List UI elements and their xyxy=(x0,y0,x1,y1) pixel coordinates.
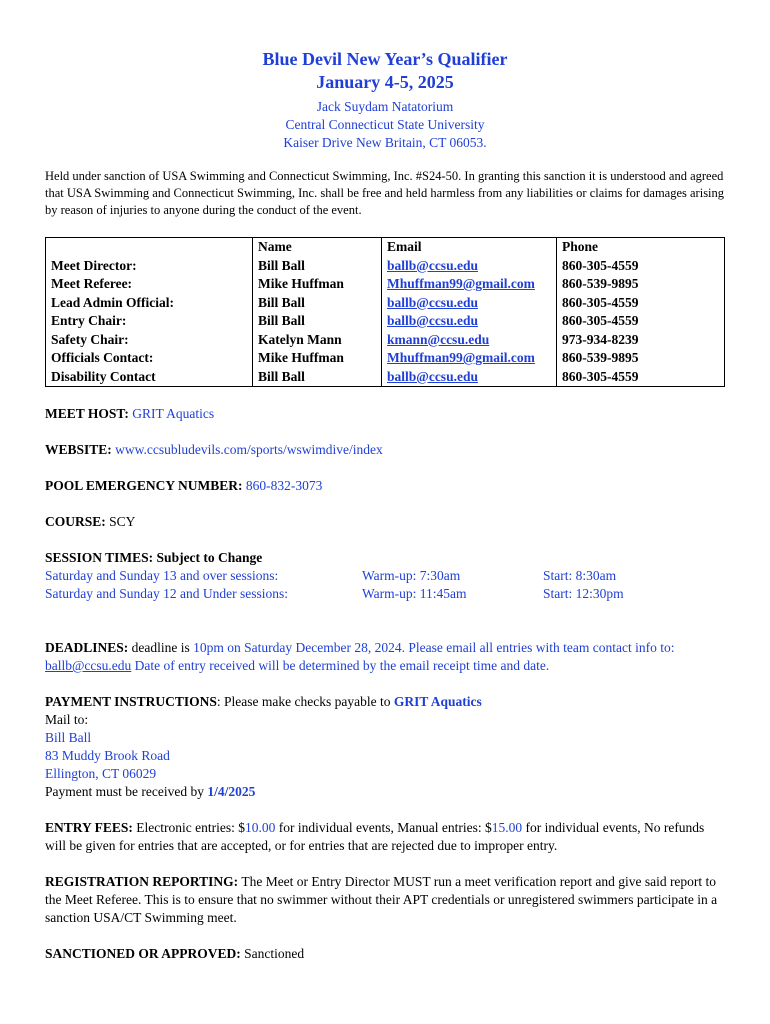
sanctioned-or-approved xyxy=(45,945,725,963)
payment-payee: GRIT Aquatics xyxy=(393,694,482,709)
electronic-fee: 10.00 xyxy=(245,820,276,835)
session-warmup: Warm-up: 7:30am xyxy=(362,568,461,583)
entry-fees: ENTRY FEES: Electronic entries: $10.00 for individual events, Manual entries: $15.00 for individual events, No refunds will be given for entries that are accepted, or for entries that are rejected due to improper entry. xyxy=(45,820,705,853)
session-start: Start: 12:30pm xyxy=(543,586,624,601)
email-link[interactable]: ballb@ccsu.edu xyxy=(387,313,478,328)
email-link[interactable]: kmann@ccsu.edu xyxy=(387,331,490,347)
meet-host-label: MEET HOST: xyxy=(45,406,129,421)
meet-title-name: Blue Devil New Year’s Qualifier xyxy=(262,49,508,69)
session-row xyxy=(45,567,725,585)
payment-label: PAYMENT INSTRUCTIONS xyxy=(45,694,217,709)
contacts-name-column: Name Bill Ball Mike Huffman Bill Ball Bill Ball Katelyn Mann Mike Huffman Bill Ball xyxy=(253,238,382,387)
venue-block xyxy=(45,98,725,152)
course-label: COURSE: xyxy=(45,514,106,529)
venue-address: Kaiser Drive New Britain, CT 06053. xyxy=(283,135,487,150)
mail-address-name: Bill Ball xyxy=(45,730,92,745)
meet-host-value: GRIT Aquatics xyxy=(132,406,215,421)
meet-host xyxy=(45,405,725,423)
payment-deadline-date: 1/4/2025 xyxy=(207,784,256,799)
session-warmup: Warm-up: 11:45am xyxy=(362,586,467,601)
payment-instructions: PAYMENT INSTRUCTIONS: Please make checks payable to GRIT Aquatics Mail to: Bill Ball 83 Muddy Brook Road Ellington, CT 06029 Payment must be received by 1/4/2025 xyxy=(45,693,725,801)
website-link[interactable]: www.ccsubludevils.com/sports/wswimdive/index xyxy=(115,442,383,457)
deadlines: DEADLINES: deadline is 10pm on Saturday December 28, 2024. Please email all entries with team contact info to: ballb@ccsu.edu Date of entry received will be determined by the email receipt time and date. xyxy=(45,640,675,673)
meet-title-dates: January 4-5, 2025 xyxy=(316,72,454,92)
mail-address-street: 83 Muddy Brook Road xyxy=(45,748,170,763)
course-value: SCY xyxy=(109,514,136,529)
registration-label: REGISTRATION REPORTING: xyxy=(45,874,239,889)
session-times xyxy=(45,549,725,603)
email-link[interactable]: Mhuffman99@gmail.com xyxy=(387,350,535,365)
deadlines-email-link[interactable]: ballb@ccsu.edu xyxy=(45,658,132,673)
contacts-table xyxy=(45,237,725,387)
venue-university: Central Connecticut State University xyxy=(285,117,485,132)
email-link[interactable]: Mhuffman99@gmail.com xyxy=(387,276,535,291)
meet-title xyxy=(45,48,725,94)
pool-emergency-label: POOL EMERGENCY NUMBER: xyxy=(45,478,243,493)
registration-reporting: REGISTRATION REPORTING: The Meet or Entry Director MUST run a meet verification report and give said report to the Meet Referee. This is to ensure that no swimmer without their APT credentials or unregistered swimmers participate in a sanction USA/CT Swimming meet. xyxy=(45,874,718,925)
session-name: Saturday and Sunday 12 and Under sessions: xyxy=(45,586,288,601)
email-link[interactable]: ballb@ccsu.edu xyxy=(387,257,478,273)
contacts-header-role: Meet Director: Meet Referee: Lead Admin Official: Entry Chair: Safety Chair: Officials Contact: Disability Contact xyxy=(46,238,253,387)
course xyxy=(45,513,725,531)
meet-announcement xyxy=(45,48,725,963)
session-times-label: SESSION TIMES: Subject to Change xyxy=(45,550,263,565)
contacts-table-header-row xyxy=(46,238,725,387)
contacts-email-column: Email ballb@ccsu.edu Mhuffman99@gmail.com ballb@ccsu.edu ballb@ccsu.edu kmann@ccsu.edu Mhuffman99@gmail.com ballb@ccsu.edu xyxy=(382,238,557,387)
pool-emergency-number: 860-832-3073 xyxy=(245,478,323,493)
session-name: Saturday and Sunday 13 and over sessions: xyxy=(45,568,279,583)
website xyxy=(45,441,725,459)
sanction-statement: Held under sanction of USA Swimming and Connecticut Swimming, Inc. #S24-50. In granting this sanction it is understood and agreed that USA Swimming and Connecticut Swimming, Inc. shall be free and held harmless from any liabilities or claims for damages arising by reason of injuries to anyone during the conduct of the event. xyxy=(45,169,725,217)
sanctioned-value: Sanctioned xyxy=(244,946,305,961)
deadlines-label: DEADLINES: xyxy=(45,640,129,655)
venue-name: Jack Suydam Natatorium xyxy=(316,99,454,114)
entry-fees-label: ENTRY FEES: xyxy=(45,820,133,835)
email-link[interactable]: ballb@ccsu.edu xyxy=(387,294,478,310)
mail-address-city: Ellington, CT 06029 xyxy=(45,766,157,781)
session-start: Start: 8:30am xyxy=(543,568,617,583)
email-link[interactable]: ballb@ccsu.edu xyxy=(387,368,478,384)
sanctioned-label: SANCTIONED OR APPROVED: xyxy=(45,946,241,961)
pool-emergency xyxy=(45,477,725,495)
website-label: WEBSITE: xyxy=(45,442,112,457)
contacts-phone-column: Phone 860-305-4559 860-539-9895 860-305-4559 860-305-4559 973-934-8239 860-539-9895 860-305-4559 xyxy=(557,238,725,387)
manual-fee: 15.00 xyxy=(491,820,523,835)
session-row xyxy=(45,585,725,603)
